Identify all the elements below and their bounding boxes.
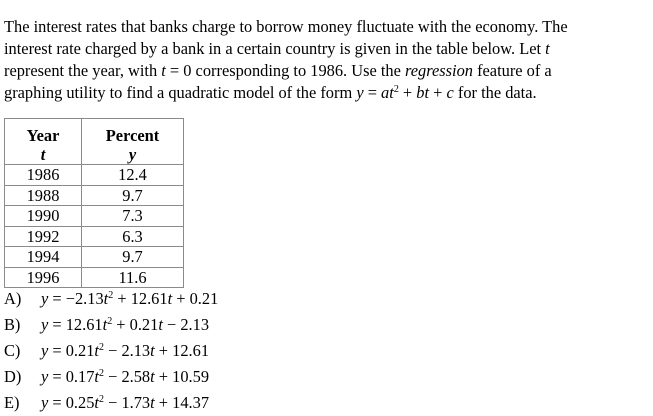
coef-a: 0.21 — [65, 341, 95, 360]
percent-cell: 9.7 — [82, 185, 184, 206]
year-cell: 1986 — [5, 165, 82, 186]
formula-b: b — [416, 83, 425, 102]
choice-letter: E) — [4, 393, 20, 412]
choice-letter: C) — [4, 341, 21, 360]
question-line-2-text: interest rate charged by a bank in a certain country is given in the table below. Let — [4, 39, 546, 58]
question-line-4-text: graphing utility to find a quadratic model of the form — [4, 83, 357, 102]
table-row — [5, 267, 184, 288]
coef-a: 0.17 — [65, 367, 95, 386]
choice-letter: D) — [4, 367, 22, 386]
year-cell: 1988 — [5, 185, 82, 206]
question-line-4 — [4, 82, 649, 104]
question-text — [4, 16, 649, 104]
year-cell: 1990 — [5, 206, 82, 227]
formula-plus: + — [398, 83, 417, 102]
year-cell: 1992 — [5, 226, 82, 247]
formula-t: t — [389, 83, 394, 102]
model-formula — [356, 83, 453, 102]
coef-b: 12.61 — [130, 289, 168, 308]
formula-y: y — [356, 83, 364, 102]
coef-c: 2.13 — [180, 315, 210, 334]
percent-cell: 6.3 — [82, 226, 184, 247]
choice-equation: $y = 0.17t^2 - 2.58t + 10.59$ — [41, 367, 210, 386]
formula-equals: = — [363, 83, 382, 102]
coef-c: 12.61 — [172, 341, 210, 360]
subheader-y: y — [82, 145, 184, 165]
question-line-3-mid: = 0 corresponding to 1986. Use the — [165, 61, 405, 80]
sign-c: − — [162, 315, 181, 334]
table-row — [5, 185, 184, 206]
coef-b: 0.21 — [129, 315, 159, 334]
sign-c: + — [172, 289, 190, 308]
question-line-1: The interest rates that banks charge to borrow money fluctuate with the economy. The — [4, 17, 568, 36]
coef-c: 0.21 — [189, 289, 219, 308]
coef-c: 14.37 — [172, 393, 210, 412]
year-cell: 1994 — [5, 247, 82, 268]
variable-t: t — [545, 39, 550, 58]
sign-b: + — [113, 289, 131, 308]
choice-a[interactable] — [4, 286, 218, 312]
coef-b: 2.13 — [121, 341, 151, 360]
header-year: Year — [5, 119, 82, 146]
choice-c[interactable] — [4, 338, 218, 364]
answer-choices — [4, 286, 218, 416]
choice-letter: B) — [4, 315, 21, 334]
coef-a: 0.25 — [65, 393, 95, 412]
question-line-4-end: for the data. — [453, 83, 537, 102]
choice-b[interactable] — [4, 312, 218, 338]
coef-a: 12.61 — [65, 315, 103, 334]
table-row — [5, 226, 184, 247]
table-subheader-row — [5, 145, 184, 165]
formula-t: t — [424, 83, 430, 102]
table-row — [5, 247, 184, 268]
question-line-3 — [4, 60, 649, 82]
year-cell: 1996 — [5, 267, 82, 288]
percent-cell: 7.3 — [82, 206, 184, 227]
choice-equation: $y = 0.21t^2 - 2.13t + 12.61$ — [41, 341, 210, 360]
question-line-3-text: represent the year, with — [4, 61, 162, 80]
sign-b: − — [103, 367, 122, 386]
sign-b: + — [112, 315, 130, 334]
table-header-row — [5, 119, 184, 146]
header-percent: Percent — [82, 119, 184, 146]
question-line-3-end: feature of a — [472, 61, 552, 80]
sign-c: + — [154, 393, 173, 412]
choice-equation: $y = 12.61t^2 + 0.21t - 2.13$ — [41, 315, 210, 334]
table-row — [5, 206, 184, 227]
percent-cell: 11.6 — [82, 267, 184, 288]
choice-letter: A) — [4, 289, 22, 308]
coef-b: 2.58 — [121, 367, 151, 386]
variable-t: t — [161, 61, 166, 80]
formula-a: a — [381, 83, 390, 102]
interest-rate-table — [4, 118, 184, 288]
choice-equation: $y = -2.13t^2 + 12.61t + 0.21$ — [41, 289, 219, 308]
question-line-2 — [4, 38, 649, 60]
coef-a: −2.13 — [65, 289, 104, 308]
coef-c: 10.59 — [172, 367, 210, 386]
choice-e[interactable] — [4, 390, 218, 416]
sign-b: − — [103, 393, 122, 412]
emphasis-regression: regression — [404, 61, 473, 80]
choice-equation: $y = 0.25t^2 - 1.73t + 14.37$ — [41, 393, 210, 412]
percent-cell: 9.7 — [82, 247, 184, 268]
percent-cell: 12.4 — [82, 165, 184, 186]
sign-c: + — [154, 367, 173, 386]
subheader-t: t — [5, 145, 82, 165]
formula-exponent: 2 — [393, 84, 399, 95]
choice-d[interactable] — [4, 364, 218, 390]
coef-b: 1.73 — [121, 393, 151, 412]
table-row — [5, 165, 184, 186]
formula-c: c — [446, 83, 454, 102]
sign-c: + — [154, 341, 173, 360]
formula-plus: + — [429, 83, 447, 102]
sign-b: − — [103, 341, 122, 360]
